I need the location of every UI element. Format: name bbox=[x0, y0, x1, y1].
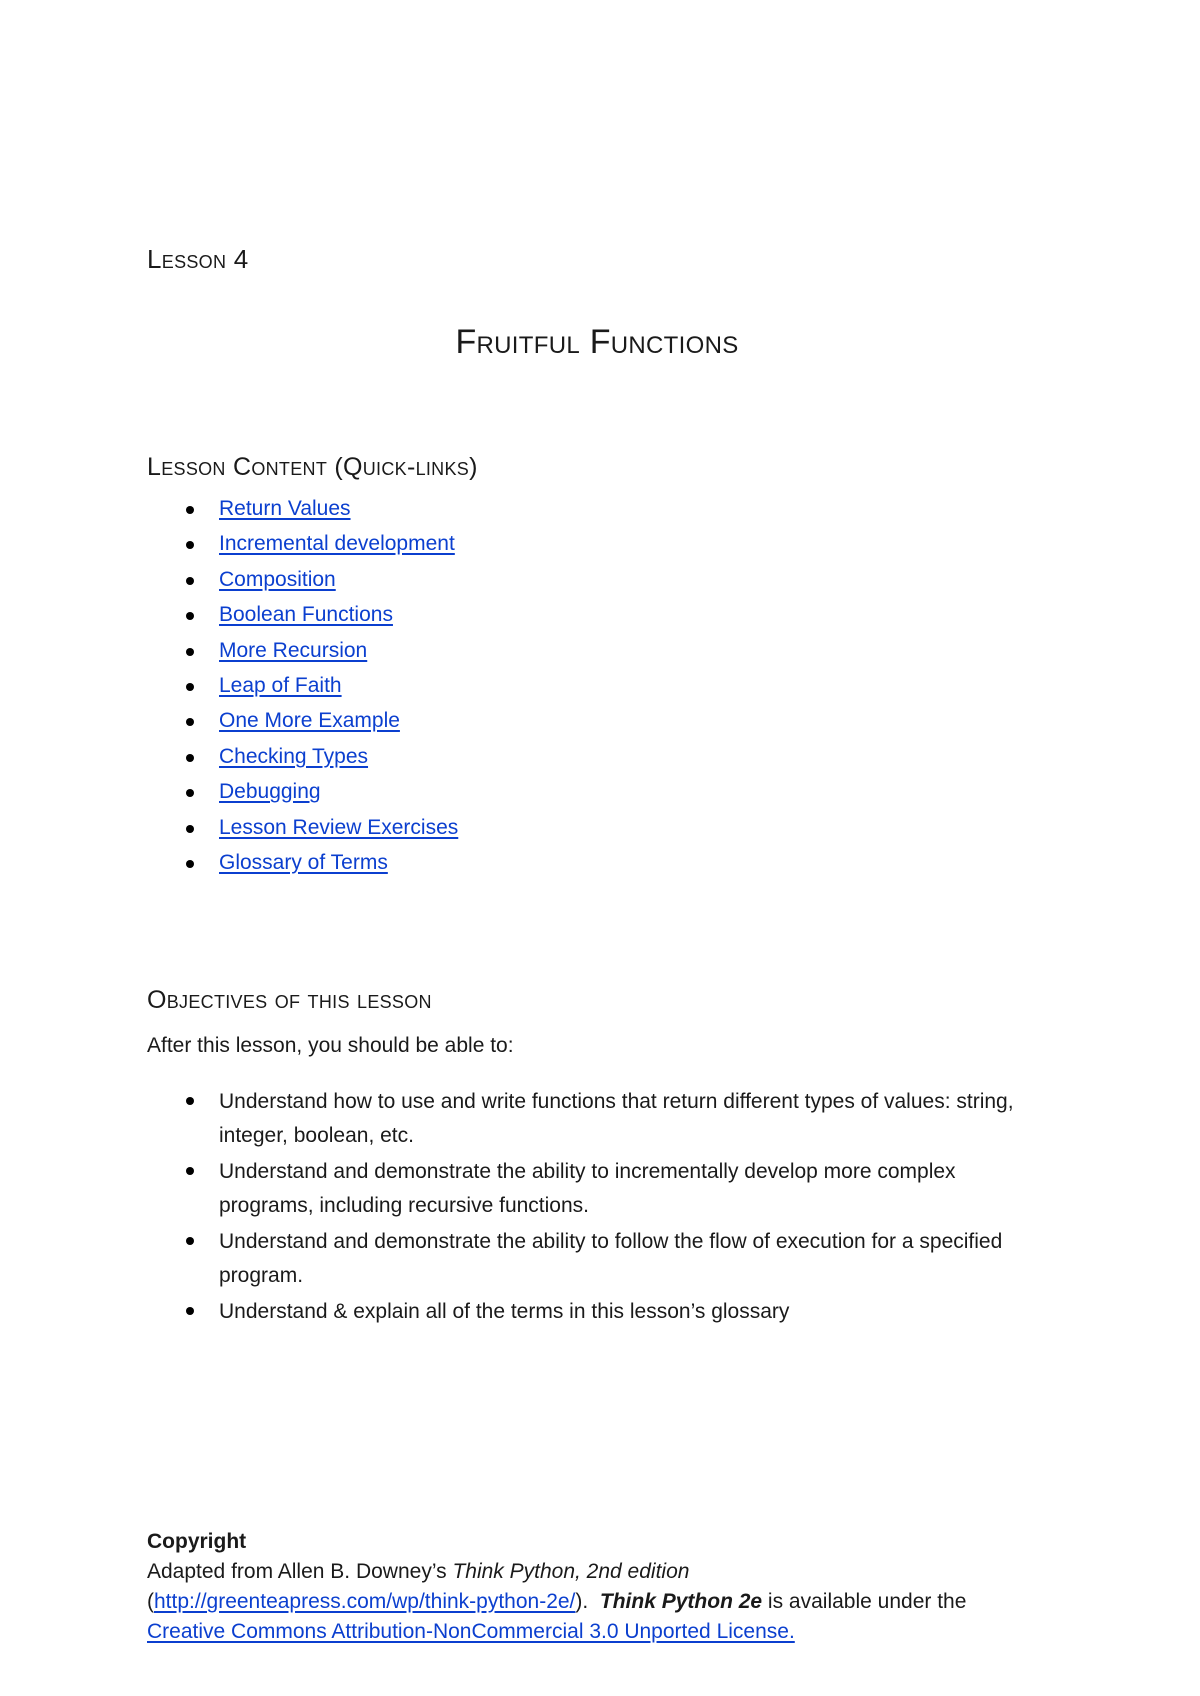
list-item bbox=[147, 529, 458, 564]
list-item bbox=[147, 813, 458, 848]
quicklinks-list bbox=[147, 494, 458, 883]
objectives-heading: Objectives of this lesson bbox=[147, 986, 432, 1014]
link-return-values[interactable]: Return Values bbox=[219, 497, 351, 520]
list-item bbox=[147, 777, 458, 812]
objectives-list bbox=[147, 1085, 1047, 1331]
license-link[interactable]: Creative Commons Attribution-NonCommercial 3.0 Unported License. bbox=[147, 1620, 795, 1643]
link-one-more-example[interactable]: One More Example bbox=[219, 709, 400, 733]
list-item bbox=[147, 636, 458, 671]
list-item bbox=[147, 494, 458, 529]
copyright-text-1: Adapted from Allen B. Downey’s bbox=[147, 1560, 453, 1583]
link-checking-types[interactable]: Checking Types bbox=[219, 744, 369, 768]
copyright-title: Copyright bbox=[147, 1530, 247, 1553]
paren-close: ). bbox=[575, 1590, 589, 1613]
link-leap-of-faith[interactable]: Leap of Faith bbox=[219, 673, 342, 697]
list-item bbox=[147, 706, 458, 741]
objective-item: Understand and demonstrate the ability to follow the flow of execution for a specified program. bbox=[147, 1225, 1047, 1293]
paren-open: ( bbox=[147, 1590, 154, 1613]
copyright-text bbox=[147, 1557, 1047, 1647]
list-item bbox=[147, 600, 458, 635]
document-page bbox=[147, 0, 1047, 1696]
link-composition[interactable]: Composition bbox=[219, 567, 336, 591]
link-debugging[interactable]: Debugging bbox=[219, 780, 321, 804]
link-incremental-development[interactable]: Incremental development bbox=[219, 532, 455, 556]
book-title: Think Python, 2nd edition bbox=[452, 1560, 690, 1583]
page-title: Fruitful Functions bbox=[455, 323, 739, 361]
quicklinks-heading: Lesson Content (Quick-links) bbox=[147, 453, 478, 481]
list-item bbox=[147, 742, 458, 777]
link-boolean-functions[interactable]: Boolean Functions bbox=[219, 603, 393, 627]
link-more-recursion[interactable]: More Recursion bbox=[219, 638, 368, 662]
book-short-title: Think Python 2e bbox=[599, 1590, 763, 1613]
copyright-block bbox=[147, 1527, 1047, 1647]
list-item bbox=[147, 565, 458, 600]
objective-item: Understand & explain all of the terms in this lesson’s glossary bbox=[147, 1295, 1047, 1329]
list-item bbox=[147, 671, 458, 706]
lesson-label: Lesson 4 bbox=[147, 244, 249, 274]
list-item bbox=[147, 848, 458, 883]
objective-item: Understand how to use and write functions that return different types of values: string, integer, boolean, etc. bbox=[147, 1085, 1047, 1153]
objective-item: Understand and demonstrate the ability to incrementally develop more complex programs, including recursive functions. bbox=[147, 1155, 1047, 1223]
book-url-link[interactable]: http://greenteapress.com/wp/think-python-2e/ bbox=[154, 1590, 576, 1613]
link-lesson-review-exercises[interactable]: Lesson Review Exercises bbox=[219, 815, 459, 839]
link-glossary-of-terms[interactable]: Glossary of Terms bbox=[219, 850, 388, 874]
copyright-text-2: is available under the bbox=[762, 1590, 967, 1613]
objectives-intro: After this lesson, you should be able to: bbox=[147, 1034, 514, 1057]
